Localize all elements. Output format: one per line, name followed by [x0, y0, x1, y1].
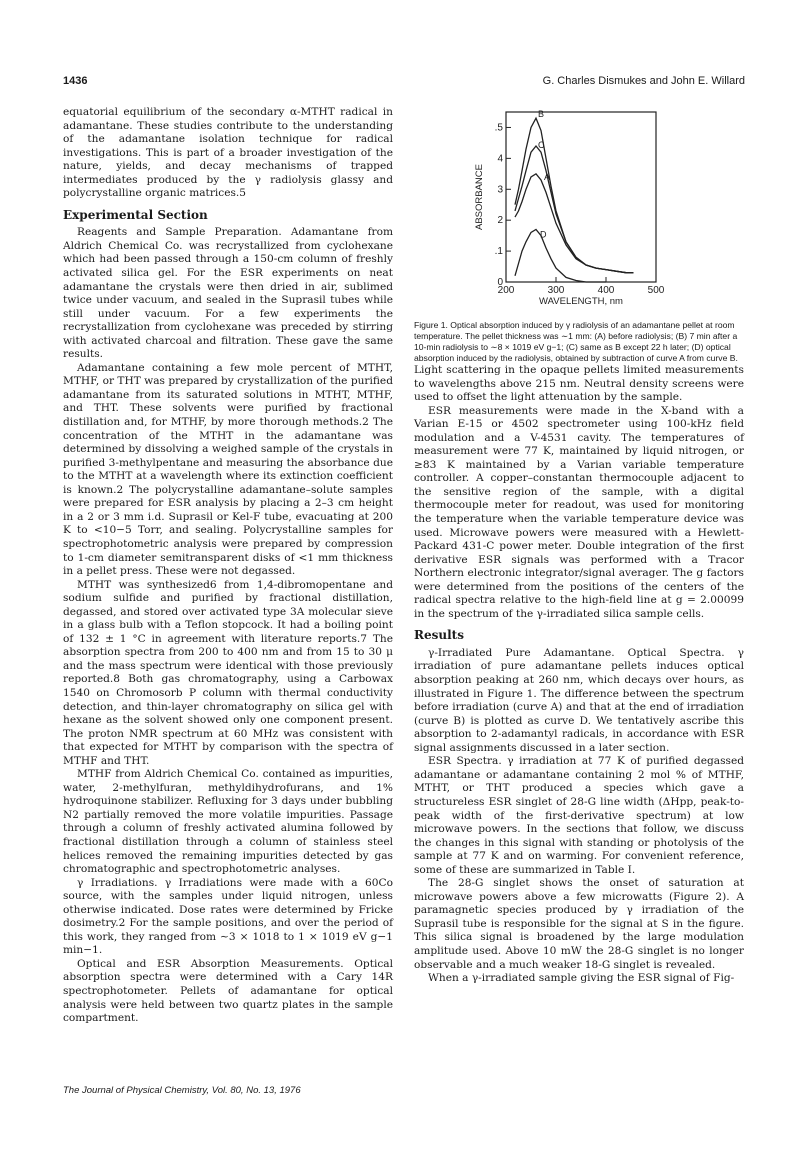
- y-tick-label: .1: [494, 246, 503, 258]
- x-axis-label: WAVELENGTH, nm: [539, 296, 623, 307]
- paragraph: The 28-G singlet shows the onset of saturation at microwave powers above a few microwatts (Figure 2). A paramagnetic species produced by γ irradiation of the Suprasil tube is responsible for the signal at S in the figure. This silica signal is broadened by the large modulation amplitude used. Above 10 mW the 28-G singlet is no longer observable and a much weaker 18-G singlet is revealed.: [414, 877, 744, 971]
- y-axis-label: ABSORBANCE: [474, 164, 485, 230]
- series-label-D: D: [540, 229, 547, 240]
- paragraph: Light scattering in the opaque pellets limited measurements to wavelengths above 215 nm. Neutral density screens were used to offset the light attenuation by the sample.: [414, 364, 744, 404]
- paragraph: When a γ-irradiated sample giving the ESR signal of Fig-: [428, 972, 735, 985]
- x-tick-label: 400: [597, 285, 615, 296]
- paragraph: Adamantane containing a few mole percent of MTHT, MTHF, or THT was prepared by crystallization of the purified adamantane from its saturated solutions in MTHT, MTHF, and THT. These solvents were purified by fractional distillation and, for MTHF, by more thorough methods.2 The concentration of the MTHT in the adamantane was determined by dissolving a weighed sample of the crystals in purified 3-methylpentane and measuring the absorbance due to the MTHT at a wavelength where its extinction coefficient is known.2 The polycrystalline adamantane–solute samples were prepared for ESR analysis by placing a 2–3 cm height in a 2 or 3 mm i.d. Suprasil or Kel-F tube, evacuating at 200 K to <10−5 Torr, and sealing. Polycrystalline samples for spectrophotometric analysis were prepared by compression to 1-cm diameter semitransparent disks of <1 mm thickness in a pellet press. These were not degassed.: [63, 361, 393, 578]
- paragraph: γ Irradiations. γ Irradiations were made with a 60Co source, with the samples under liquid nitrogen, unless otherwise indicated. Dose rates were determined by Fricke dosimetry.2 For the sample positions, and over the period of this work, they ranged from ∼3 × 1018 to 1 × 1019 eV g−1 min−1.: [63, 876, 393, 957]
- paragraph: MTHT was synthesized6 from 1,4-dibromopentane and sodium sulfide and purified by fractional distillation, degassed, and stored over activated type 3A molecular sieve in a glass bulb with a Teflon stopcock. It had a boiling point of 132 ± 1 °C in agreement with literature reports.7 The absorption spectra from 200 to 400 nm and from 15 to 30 μ and the mass spectrum were identical with those previously reported.8 Both gas chromatography, using a Carbowax 1540 on Chromosorb P column with thermal conductivity detection, and thin-layer chromatography on silica gel with hexane as the solvent showed only one component present. The proton NMR spectrum at 60 MHz was consistent with that expected for MTHT by comparison with the spectra of MTHF and THT.: [63, 578, 393, 767]
- running-header-authors: G. Charles Dismukes and John E. Willard: [542, 75, 745, 87]
- series-label-A: A: [544, 171, 551, 182]
- figure-caption: Figure 1. Optical absorption induced by γ radiolysis of an adamantane pellet at room temperature. The pellet thickness was ∼1 mm: (A) before radiolysis; (B) 7 min after a 10-min radiolysis to ∼8 × 1019 eV g−1; (C) same as B except 22 h later; (D) optical absorption induced by the radiolysis, obtained by subtraction of curve A from curve B.: [414, 320, 738, 363]
- y-tick-label: 3: [497, 184, 503, 196]
- y-tick-label: 4: [497, 153, 503, 165]
- series-line-B: [515, 118, 634, 273]
- journal-footer: The Journal of Physical Chemistry, Vol. 80, No. 13, 1976: [63, 1085, 301, 1096]
- x-tick-label: 300: [547, 285, 565, 296]
- series-line-C: [515, 146, 634, 273]
- series-line-A: [515, 171, 634, 273]
- series-label-B: B: [538, 109, 545, 120]
- right-column: [414, 100, 744, 986]
- page-number: 1436: [63, 75, 88, 87]
- y-tick-label: 2: [497, 215, 503, 227]
- paragraph: ESR measurements were made in the X-band with a Varian E-15 or 4502 spectrometer using 100-kHz field modulation and a V-4531 cavity. The temperatures of measurement were 77 K, maintained by liquid nitrogen, or ≥83 K maintained by a Varian variable temperature controller. A copper–constantan thermocouple adjacent to the sensitive region of the sample, with a digital thermocouple meter for readout, was used for monitoring the temperature when the variable temperature device was used. Microwave powers were measured with a Hewlett-Packard 431-C power meter. Double integration of the first derivative ESR signals was performed with a Tracor Northern electronic integrator/signal averager. The g factors were determined from the positions of the centers of the radical spectra relative to the high-field line at g = 2.00099 in the spectrum of the γ-irradiated silica sample cells.: [414, 404, 744, 620]
- paragraph: Optical and ESR Absorption Measurements. Optical absorption spectra were determined with a Cary 14R spectrophotometer. Pellets of adamantane for optical analysis were held between two quartz plates in the sample compartment.: [63, 957, 393, 1025]
- paragraph: γ-Irradiated Pure Adamantane. Optical Spectra. γ irradiation of pure adamantane pellets induces optical absorption peaking at 260 nm, which decays over hours, as illustrated in Figure 1. The difference between the spectrum before irradiation (curve A) and that at the end of irradiation (curve B) is plotted as curve D. We tentatively ascribe this absorption to 2-adamantyl radicals, in accordance with ESR signal assignments discussed in a later section.: [414, 646, 744, 754]
- x-tick-label: 200: [497, 285, 515, 296]
- absorbance-chart: [414, 100, 744, 320]
- x-tick-label: 500: [647, 285, 665, 296]
- section-heading-results: Results: [414, 628, 464, 643]
- y-tick-label: .5: [494, 122, 503, 134]
- series-label-C: C: [538, 140, 545, 150]
- paragraph: ESR Spectra. γ irradiation at 77 K of purified degassed adamantane or adamantane containing 2 mol % of MTHF, MTHT, or THT produced a species which gave a structureless ESR singlet of 28-G line width (ΔHpp, peak-to-peak width of the first-derivative spectrum) at low microwave powers. In the sections that follow, we discuss the changes in this signal with standing or photolysis of the sample at 77 K and on warming. For convenient reference, some of these are summarized in Table I.: [414, 755, 744, 876]
- paragraph: equatorial equilibrium of the secondary α-MTHT radical in adamantane. These studies contribute to the understanding of the adamantane isolation technique for radical investigations. This is part of a broader investigation of the nature, yields, and decay mechanisms of trapped intermediates produced by the γ radiolysis glassy and polycrystalline organic matrices.5: [63, 106, 393, 200]
- paragraph: Reagents and Sample Preparation. Adamantane from Aldrich Chemical Co. was recrystallized from cyclohexane which had been passed through a 150-cm column of freshly activated silica gel. For the ESR experiments on neat adamantane the crystals were then dried in air, sublimed twice under vacuum, and sealed in the Suprasil tubes while still under vacuum. For a few experiments the recrystallization from cyclohexane was preceded by stirring with activated charcoal and filtration. These gave the same results.: [63, 226, 393, 361]
- section-heading-experimental: Experimental Section: [63, 207, 208, 222]
- figure-1: [414, 100, 744, 320]
- y-tick-label: 0: [497, 277, 503, 288]
- series-line-D: [515, 230, 606, 283]
- paragraph: MTHF from Aldrich Chemical Co. contained as impurities, water, 2-methylfuran, methyldihydrofurans, and 1% hydroquinone stabilizer. Refluxing for 3 days under bubbling N2 partially removed the more volatile impurities. Passage through a column of freshly activated alumina followed by fractional distillation through a column of stainless steel helices removed the remaining impurities detected by gas chromatographic and spectrophotometric analyses.: [63, 768, 393, 876]
- left-column: [63, 106, 393, 1026]
